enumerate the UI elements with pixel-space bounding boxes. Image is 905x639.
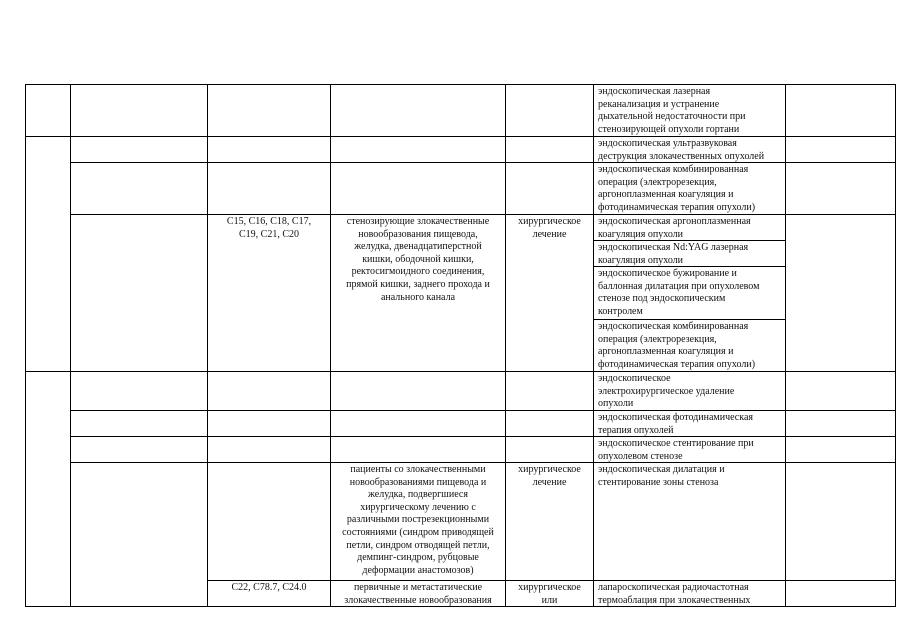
method-cell: эндоскопическое стентирование при опухолевом стенозе — [598, 438, 754, 462]
patient-model-cell: пациенты со злокачественными новообразованиями пищевода и желудка, подвергшиеся хирургическому лечению с различными пострезекционными состояниями (синдром приводящей петли, синдром отводящей петли, демпинг-синдром, рубцовые деформации анастомозов) — [342, 464, 494, 576]
treatment-type-cell: хирургическое или — [518, 582, 581, 606]
patient-model-cell: стенозирующие злокачественные новообразования пищевода, желудка, двенадцатиперстной кишки, ободочной кишки, ректосигмоидного соединения, прямой кишки, заднего прохода и анального канала — [346, 216, 490, 303]
method-cell: эндоскопическая фотодинамическая терапия опухолей — [598, 412, 753, 436]
treatment-type-cell: хирургическое лечение — [518, 464, 581, 488]
method-cell: эндоскопическое электрохирургическое удаление опухоли — [598, 373, 735, 410]
method-cell: эндоскопическая комбинированная операция (электрорезекция, аргоноплазменная коагуляция и фотодинамическая терапия опухоли) — [598, 321, 756, 370]
icd-codes-cell: C15, C16, C18, C17, C19, C21, C20 — [226, 216, 312, 240]
method-cell: эндоскопическая Nd:YAG лазерная коагуляция опухоли — [598, 242, 749, 266]
method-cell: эндоскопическая аргоноплазменная коагуляция опухоли — [598, 216, 751, 240]
method-cell: эндоскопическая комбинированная операция (электрорезекция, аргоноплазменная коагуляция и фотодинамическая терапия опухоли) — [598, 164, 756, 213]
method-cell: лапароскопическая радиочастотная термоаблация при злокачественных — [598, 582, 751, 606]
method-cell: эндоскопическая ультразвуковая деструкция злокачественных опухолей — [598, 138, 765, 162]
method-cell: эндоскопическое бужирование и баллонная дилатация при опухолевом стенозе под эндоскопическим контролем — [598, 268, 760, 317]
method-cell: эндоскопическая лазерная реканализация и устранение дыхательной недостаточности при стенозирующей опухоли гортани — [598, 86, 746, 135]
method-cell: эндоскопическая дилатация и стентирование зоны стеноза — [598, 464, 725, 488]
patient-model-cell: первичные и метастатические злокачественные новообразования — [344, 582, 492, 606]
icd-codes-cell: C22, C78.7, C24.0 — [231, 582, 307, 593]
treatment-type-cell: хирургическое лечение — [518, 216, 581, 240]
